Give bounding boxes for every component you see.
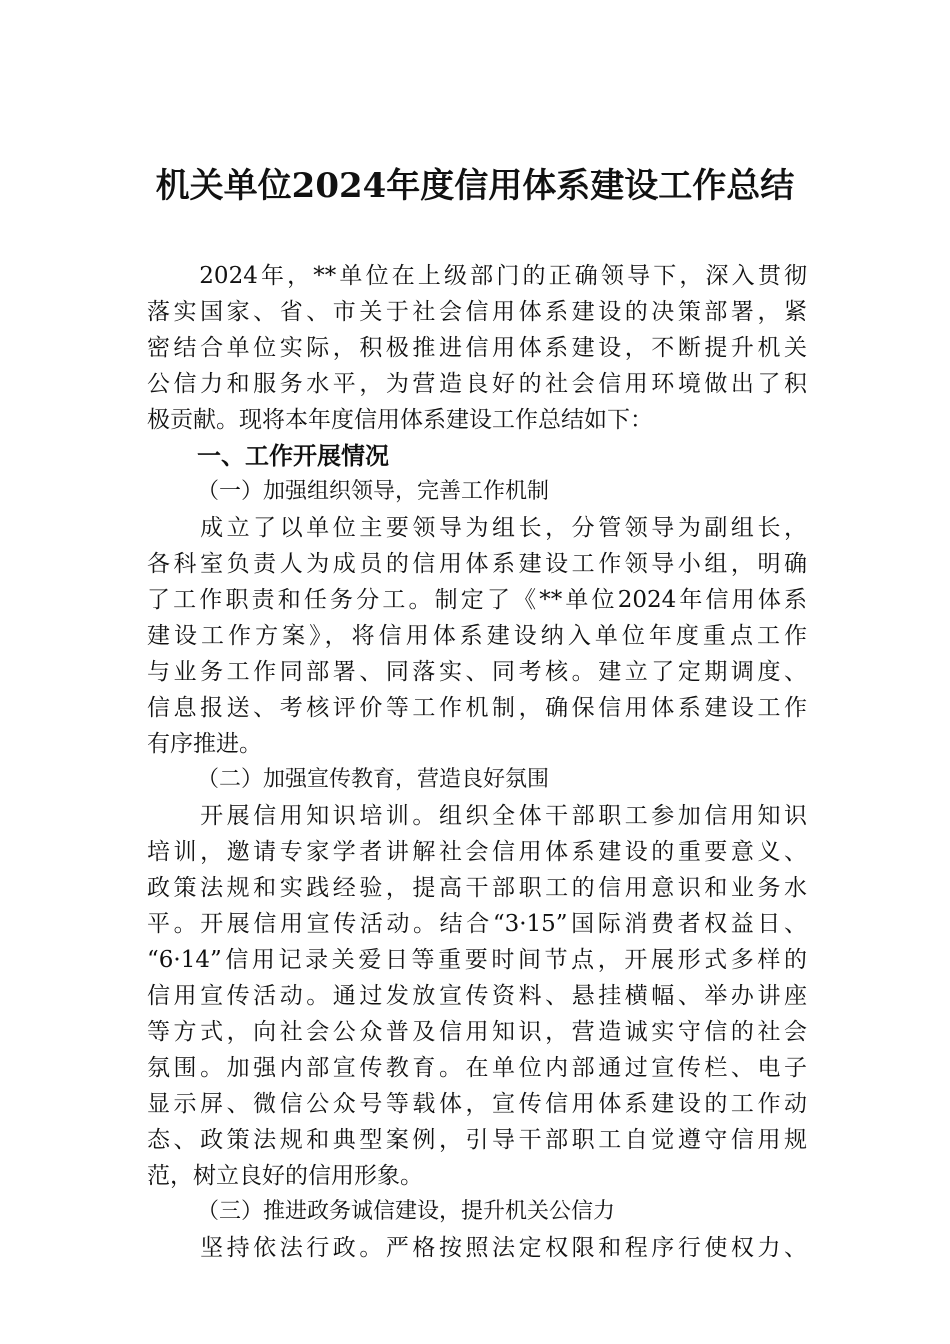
paragraph-line: 信用宣传活动。通过发放宣传资料、悬挂横幅、举办讲座	[147, 983, 807, 1009]
subsection-heading: （二）加强宣传教育，营造良好氛围	[197, 767, 550, 792]
paragraph-line: 各科室负责人为成员的信用体系建设工作领导小组，明确	[147, 551, 807, 577]
paragraph-line: 氛围。加强内部宣传教育。在单位内部通过宣传栏、电子	[147, 1055, 807, 1081]
paragraph-line: 培训，邀请专家学者讲解社会信用体系建设的重要意义、	[147, 839, 807, 865]
intro-line: 公信力和服务水平，为营造良好的社会信用环境做出了积	[147, 371, 807, 397]
paragraph-line: “6·14”信用记录关爱日等重要时间节点，开展形式多样的	[147, 947, 807, 973]
paragraph-line: 信息报送、考核评价等工作机制，确保信用体系建设工作	[147, 695, 807, 721]
intro-line: 2024年，**单位在上级部门的正确领导下，深入贯彻	[147, 263, 807, 289]
paragraph-line: 坚持依法行政。严格按照法定权限和程序行使权力、	[147, 1235, 807, 1261]
section-heading: 一、工作开展情况	[197, 442, 389, 470]
paragraph-line: 与业务工作同部署、同落实、同考核。建立了定期调度、	[147, 659, 807, 685]
paragraph-line: 政策法规和实践经验，提高干部职工的信用意识和业务水	[147, 875, 807, 901]
paragraph-line: 开展信用知识培训。组织全体干部职工参加信用知识	[147, 803, 807, 829]
subsection-heading: （三）推进政务诚信建设，提升机关公信力	[197, 1199, 616, 1224]
paragraph-line: 成立了以单位主要领导为组长，分管领导为副组长，	[147, 515, 807, 541]
paragraph-line: 等方式，向社会公众普及信用知识，营造诚实守信的社会	[147, 1019, 807, 1045]
paragraph-line: 了工作职责和任务分工。制定了《**单位2024年信用体系	[147, 587, 807, 613]
intro-line: 落实国家、省、市关于社会信用体系建设的决策部署，紧	[147, 299, 807, 325]
paragraph-line: 显示屏、微信公众号等载体，宣传信用体系建设的工作动	[147, 1091, 807, 1117]
subsection-heading: （一）加强组织领导，完善工作机制	[197, 479, 550, 504]
paragraph-line: 建设工作方案》，将信用体系建设纳入单位年度重点工作	[147, 623, 807, 649]
paragraph-line: 态、政策法规和典型案例，引导干部职工自觉遵守信用规	[147, 1127, 807, 1153]
paragraph-line: 平。开展信用宣传活动。结合“3·15”国际消费者权益日、	[147, 911, 807, 937]
paragraph-line: 范，树立良好的信用形象。	[147, 1163, 423, 1189]
intro-line: 密结合单位实际，积极推进信用体系建设，不断提升机关	[147, 335, 807, 361]
document-title: 机关单位2024年度信用体系建设工作总结	[155, 166, 795, 206]
paragraph-line: 有序推进。	[147, 731, 262, 757]
intro-line: 极贡献。现将本年度信用体系建设工作总结如下：	[147, 407, 653, 433]
